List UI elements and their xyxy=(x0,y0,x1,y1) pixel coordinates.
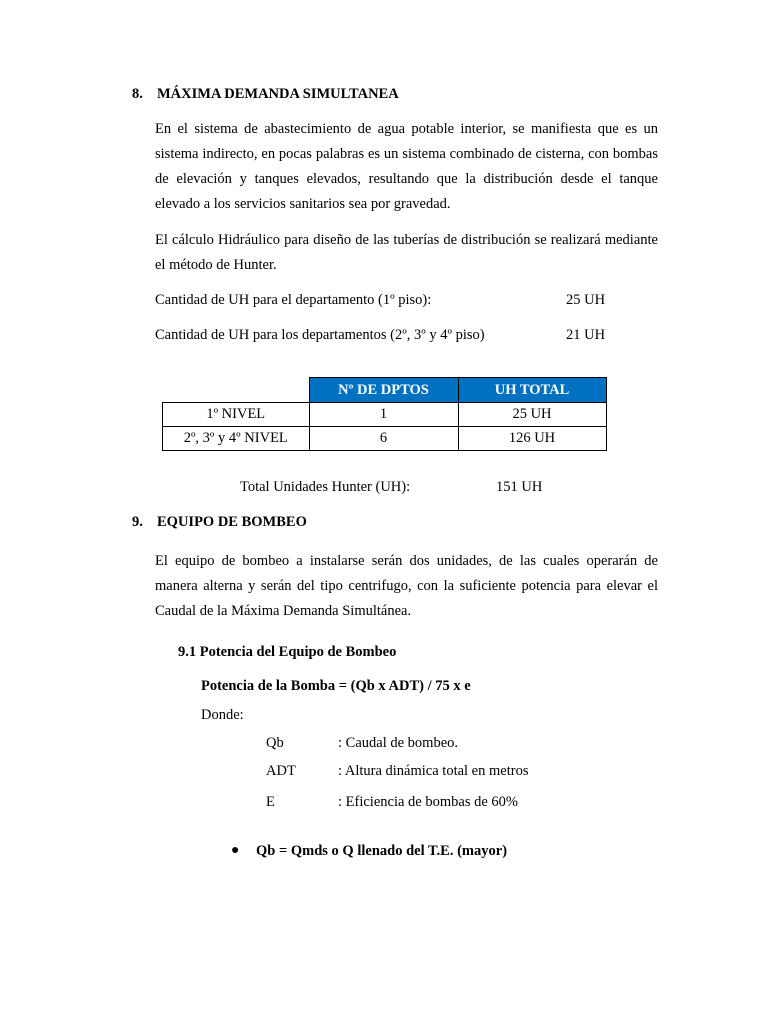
table-cell-dptos: 1 xyxy=(309,403,458,427)
table-cell-uh: 25 UH xyxy=(458,403,606,427)
bullet-icon: ● xyxy=(231,843,240,858)
section-8-paragraph-2: El cálculo Hidráulico para diseño de las tuberías de distribución se realizará mediante el método de Hunter. xyxy=(155,232,658,273)
def-symbol: ADT xyxy=(266,763,296,779)
def-symbol: Qb xyxy=(266,735,284,751)
section-9-paragraph-1: El equipo de bombeo a instalarse serán dos unidades, de las cuales operarán de manera alterna y serán del tipo centrifugo, con la suficiente potencia para elevar el Caudal de la Máxima Demanda Simultánea. xyxy=(155,553,658,619)
table-row xyxy=(163,403,607,427)
subsection-9-1-title: 9.1 Potencia del Equipo de Bombeo xyxy=(178,644,397,660)
uh-line-1-value: 25 UH xyxy=(566,292,606,308)
table-row xyxy=(163,427,607,451)
pump-power-formula: Potencia de la Bomba = (Qb x ADT) / 75 x e xyxy=(201,678,471,694)
table-header-dptos: Nº DE DPTOS xyxy=(309,378,458,403)
section-9-title: EQUIPO DE BOMBEO xyxy=(157,514,307,530)
uh-table xyxy=(162,377,607,451)
table-cell-uh: 126 UH xyxy=(458,427,606,451)
section-8-number: 8. xyxy=(132,86,143,102)
uh-line-2-value: 21 UH xyxy=(566,327,606,343)
table-header-uh-total: UH TOTAL xyxy=(458,378,606,403)
donde-label: Donde: xyxy=(201,707,244,723)
def-description: : Caudal de bombeo. xyxy=(338,735,459,751)
bullet-text: Qb = Qmds o Q llenado del T.E. (mayor) xyxy=(256,843,508,859)
def-description: : Altura dinámica total en metros xyxy=(338,763,529,779)
def-description: : Eficiencia de bombas de 60% xyxy=(338,794,518,810)
table-header-blank xyxy=(163,378,310,403)
total-uh-label: Total Unidades Hunter (UH): xyxy=(240,479,411,495)
table-header-row xyxy=(163,378,607,403)
total-uh-value: 151 UH xyxy=(496,479,543,495)
uh-line-1-label: Cantidad de UH para el departamento (1º piso): xyxy=(155,292,432,308)
table-cell-dptos: 6 xyxy=(309,427,458,451)
section-8-title: MÁXIMA DEMANDA SIMULTANEA xyxy=(157,86,399,102)
table-cell-label: 1º NIVEL xyxy=(163,403,310,427)
uh-line-2-label: Cantidad de UH para los departamentos (2º, 3º y 4º piso) xyxy=(155,327,485,343)
def-symbol: E xyxy=(266,794,275,810)
section-8-paragraph-1: En el sistema de abastecimiento de agua potable interior, se manifiesta que es un sistema indirecto, en pocas palabras es un sistema combinado de cisterna, con bombas de elevación y tanques elevados, resultando que la distribución desde el tanque elevado a los servicios sanitarios sea por gravedad. xyxy=(155,121,658,212)
section-9-number: 9. xyxy=(132,514,143,530)
table-cell-label: 2º, 3º y 4º NIVEL xyxy=(163,427,310,451)
